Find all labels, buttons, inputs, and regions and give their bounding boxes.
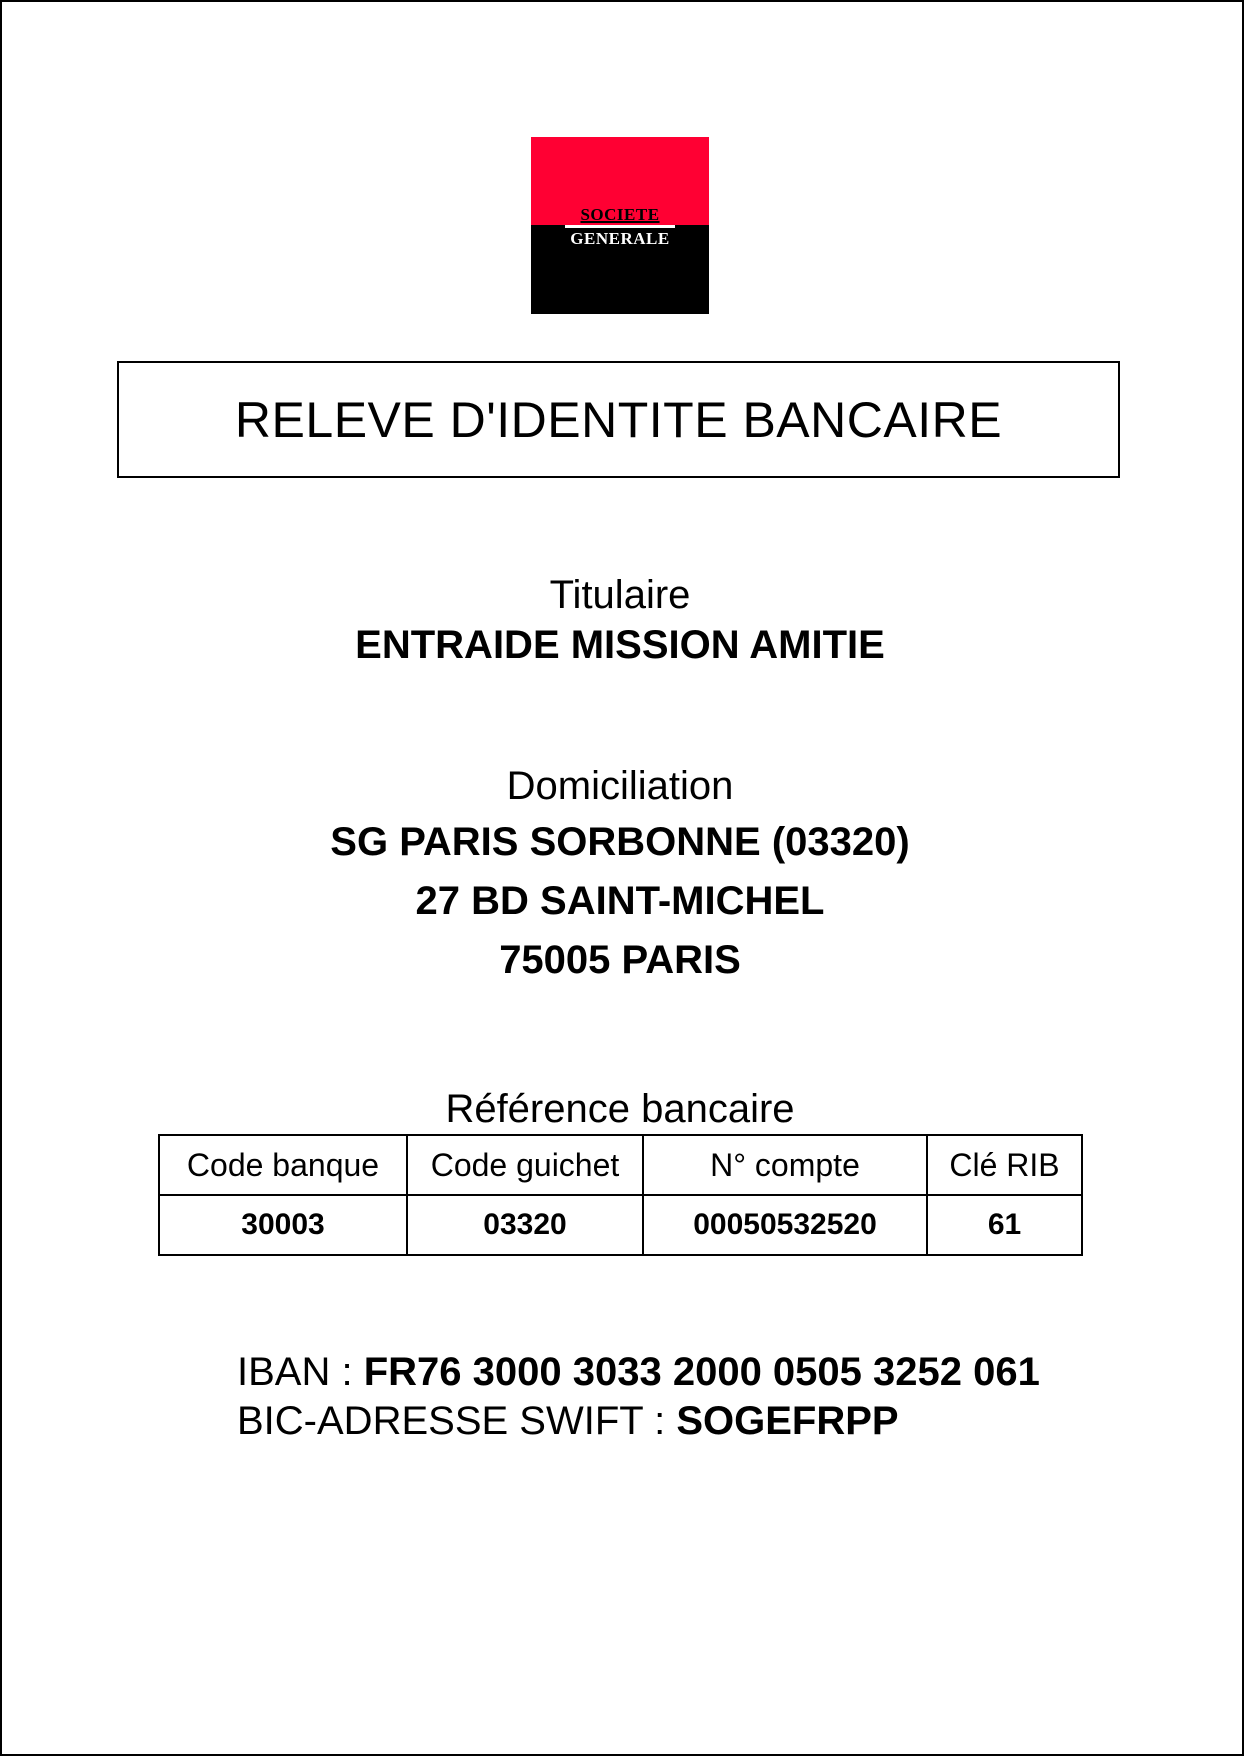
document-title-box: [117, 361, 1120, 478]
bic-line: [237, 1397, 1040, 1446]
value-numero-compte: 00050532520: [643, 1195, 927, 1255]
table-row: [159, 1195, 1082, 1255]
header-cle-rib: Clé RIB: [927, 1135, 1082, 1195]
domiciliation-label: Domiciliation: [506, 764, 734, 808]
table-header-row: [159, 1135, 1082, 1195]
bank-reference-table: [158, 1134, 1083, 1256]
holder-label: Titulaire: [549, 573, 691, 617]
logo-text-line1: SOCIETE: [580, 205, 660, 224]
domiciliation-branch: SG PARIS SORBONNE (03320): [330, 820, 910, 864]
iban-bic-block: [237, 1348, 1040, 1446]
document-title: RELEVE D'IDENTITE BANCAIRE: [234, 391, 1003, 448]
value-code-banque: 30003: [159, 1195, 407, 1255]
header-code-guichet: Code guichet: [407, 1135, 643, 1195]
logo-separator: [565, 225, 675, 228]
iban-line: [237, 1348, 1040, 1397]
iban-value: FR76 3000 3033 2000 0505 3252 061: [363, 1350, 1040, 1394]
value-code-guichet: 03320: [407, 1195, 643, 1255]
bic-value: SOGEFRPP: [676, 1399, 899, 1443]
societe-generale-logo: [531, 137, 709, 314]
bic-label: BIC-ADRESSE SWIFT :: [237, 1399, 677, 1443]
bank-reference-label: Référence bancaire: [445, 1087, 795, 1131]
header-numero-compte: N° compte: [643, 1135, 927, 1195]
holder-name: ENTRAIDE MISSION AMITIE: [355, 623, 885, 667]
domiciliation-street: 27 BD SAINT-MICHEL: [415, 879, 825, 923]
header-code-banque: Code banque: [159, 1135, 407, 1195]
iban-label: IBAN :: [237, 1350, 364, 1394]
domiciliation-city: 75005 PARIS: [499, 938, 741, 982]
logo-text-line2: GENERALE: [570, 229, 670, 248]
value-cle-rib: 61: [927, 1195, 1082, 1255]
